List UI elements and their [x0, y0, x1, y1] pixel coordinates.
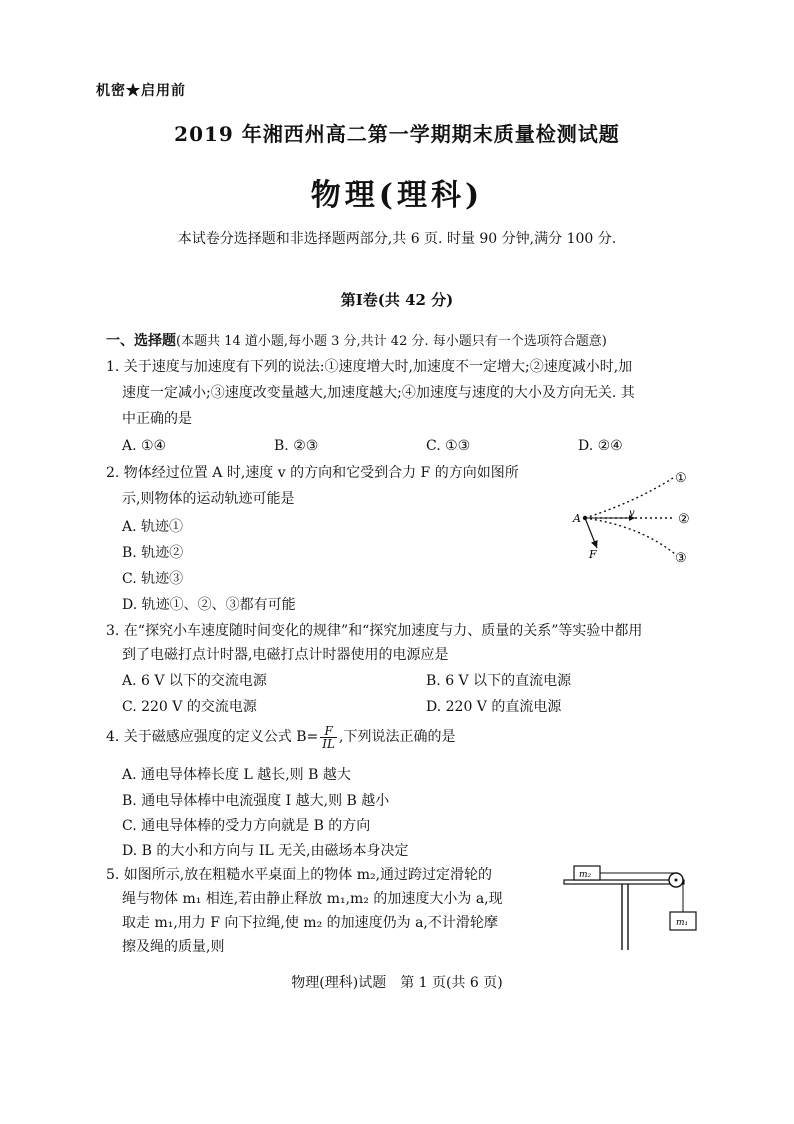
section-label: 一、选择题 [106, 333, 176, 349]
q4-option-c: C. 通电导体棒的受力方向就是 B 的方向 [122, 818, 371, 834]
pulley-figure [560, 858, 700, 954]
exam-intro: 本试卷分选择题和非选择题两部分,共 6 页. 时量 90 分钟,满分 100 分. [177, 231, 617, 247]
trajectory-figure [565, 462, 705, 572]
q1-option-b: B. ②③ [274, 438, 319, 454]
subject-title: 物理(理科) [310, 178, 484, 213]
q3-option-a: A. 6 V 以下的交流电源 [122, 673, 267, 689]
q2-option-d: D. 轨迹①、②、③都有可能 [122, 597, 296, 613]
q2-option-a: A. 轨迹① [122, 519, 184, 535]
question-3-line: 3. 在“探究小车速度随时间变化的规律”和“探究加速度与力、质量的关系”等实验中都用 [106, 623, 643, 639]
q1-option-c: C. ①③ [426, 438, 471, 454]
question-1-line: 1. 关于速度与加速度有下列的说法:①速度增大时,加速度不一定增大;②速度减小时,加 [106, 359, 633, 375]
point-a-label: A [573, 512, 581, 525]
question-3-line: 到了电磁打点计时器,电磁打点计时器使用的电源应是 [122, 647, 449, 663]
point-a-dot [583, 516, 587, 520]
section-heading [106, 330, 607, 350]
question-5-line: 5. 如图所示,放在粗糙水平桌面上的物体 m₂,通过跨过定滑轮的 [106, 867, 493, 883]
trajectory-1-label: ① [675, 471, 687, 486]
formula-denominator: IL [322, 736, 335, 751]
block-m1-label: m₁ [676, 918, 689, 928]
block-m2-label: m₂ [579, 870, 592, 880]
force-label: F [589, 548, 597, 561]
q3-option-c: C. 220 V 的交流电源 [122, 699, 257, 715]
question-1-line: 速度一定减小;③速度改变量越大,加速度越大;④加速度与速度的大小及方向无关. 其 [122, 385, 635, 401]
trajectory-3-label: ③ [675, 551, 687, 566]
question-4-stem-after: ,下列说法正确的是 [339, 729, 456, 745]
q2-option-c: C. 轨迹③ [122, 571, 184, 587]
question-2-line: 2. 物体经过位置 A 时,速度 v 的方向和它受到合力 F 的方向如图所 [106, 465, 519, 481]
formula-fraction [320, 725, 337, 750]
velocity-label: v [629, 508, 635, 519]
question-5-line: 取走 m₁,用力 F 向下拉绳,使 m₂ 的加速度仍为 a,不计滑轮摩 [122, 915, 498, 931]
q3-option-b: B. 6 V 以下的直流电源 [426, 673, 572, 689]
q4-option-b: B. 通电导体棒中电流强度 I 越大,则 B 越小 [122, 793, 390, 809]
question-2-line: 示,则物体的运动轨迹可能是 [122, 491, 295, 507]
q4-option-d: D. B 的大小和方向与 IL 无关,由磁场本身决定 [122, 843, 409, 859]
question-1-line: 中正确的是 [122, 411, 192, 427]
q4-option-a: A. 通电导体棒长度 L 越长,则 B 越大 [122, 767, 351, 783]
question-4-stem [106, 724, 455, 750]
formula-numerator: F [320, 725, 337, 738]
confidential-mark: 机密★启用前 [96, 83, 186, 99]
question-5-line: 绳与物体 m₁ 相连,若由静止释放 m₁,m₂ 的加速度大小为 a,现 [122, 891, 503, 907]
q1-option-d: D. ②④ [578, 438, 623, 454]
force-arrow [585, 518, 597, 548]
exam-title: 2019 年湘西州高二第一学期期末质量检测试题 [174, 122, 620, 146]
q3-option-d: D. 220 V 的直流电源 [426, 699, 562, 715]
volume-heading: 第Ⅰ卷(共 42 分) [340, 291, 454, 309]
page-footer: 物理(理科)试题 第 1 页(共 6 页) [291, 975, 503, 991]
trajectory-2-label: ② [678, 512, 690, 527]
q2-option-b: B. 轨迹② [122, 545, 184, 561]
question-4-stem-before: 4. 关于磁感应强度的定义公式 B= [106, 729, 319, 745]
section-note: (本题共 14 道小题,每小题 3 分,共计 42 分. 每小题只有一个选项符合题意) [176, 334, 607, 349]
q1-option-a: A. ①④ [122, 438, 167, 454]
pulley-axle [675, 879, 678, 882]
trajectory-3-path [585, 518, 675, 554]
question-5-line: 擦及绳的质量,则 [122, 939, 225, 955]
